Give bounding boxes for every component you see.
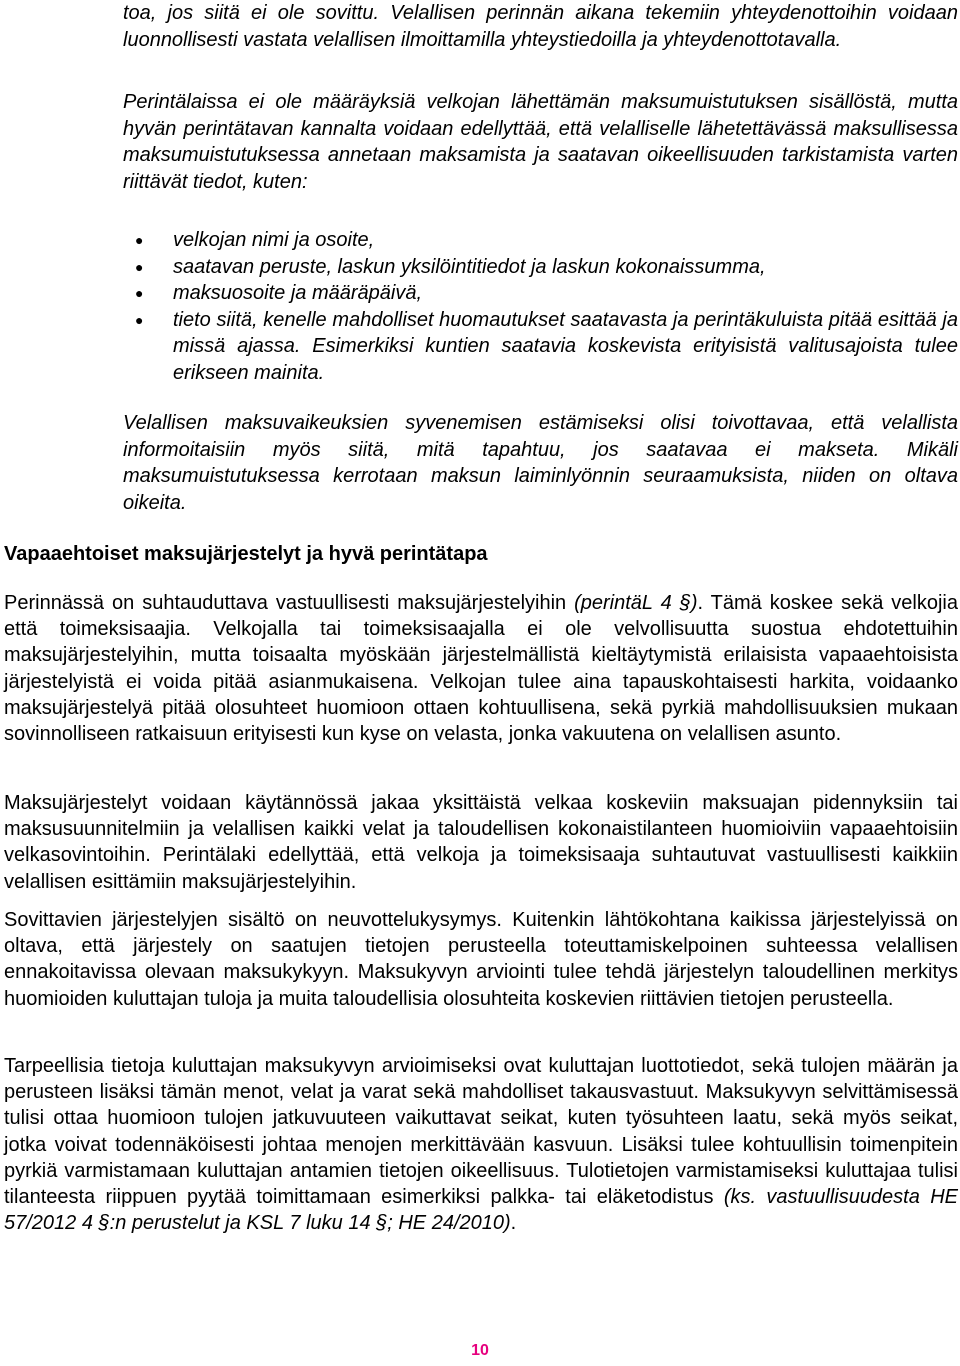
list-item-text: velkojan nimi ja osoite, xyxy=(173,229,375,251)
intro-paragraph-top: toa, jos siitä ei ole sovittu. Velallisen perinnän aikana tekemiin yhteydenottoihin voidaan luonnollisesti vastata velallisen ilmoittamilla yhteystiedoilla ja yhteydenottotavalla. xyxy=(123,2,958,51)
paragraph-negotiation: Sovittavien järjestelyjen sisältö on neuvottelukysymys. Kuitenkin lähtökohtana kaikissa järjestelyissä on oltava, että järjestely on saatujen tietojen perusteella toteuttamiskelpoinen suhteessa velallisen ennakoitavissa olevaan maksukykyyn. Maksukyvyn arviointi tulee tehdä järjestelyn taloudellinen merkitys huomioiden kuluttajan tuloja ja muita taloudellisia olosuhteita koskevien riittävien tietojen perusteella. xyxy=(4,909,958,1010)
bullet-icon: ● xyxy=(135,232,144,248)
intro-paragraph-reminder: Perintälaissa ei ole määräyksiä velkojan lähettämän maksumuistutuksen sisällöstä, mutta hyvän perintätavan kannalta voidaan edellyttää, että velalliselle lähetettävässä maksullisessa maksumuistutuksessa annetaan maksamista ja saatavan oikeellisuuden tarkistamista varten riittävät tiedot, kuten: xyxy=(123,91,958,193)
bullet-icon: ● xyxy=(135,285,144,301)
bullet-icon: ● xyxy=(135,311,144,328)
list-item xyxy=(123,307,958,387)
text-run: . xyxy=(510,1212,517,1235)
list-item xyxy=(123,280,958,307)
law-reference: (perintäL 4 §) xyxy=(574,592,698,614)
list-item-text: saatavan peruste, laskun yksilöintitiedot ja laskun kokonaissumma, xyxy=(173,255,766,278)
list-item-text: tieto siitä, kenelle mahdolliset huomautukset saatavasta ja perintäkuluista pitää esittää ja missä ajassa. Esimerkiksi kuntien saatavia koskevista erityisistä valitusajoista tulee erikseen mainita. xyxy=(173,308,958,384)
reminder-info-list xyxy=(123,227,958,386)
section-heading: Vapaaehtoiset maksujärjestelyt ja hyvä perintätapa xyxy=(4,543,488,565)
list-item xyxy=(123,254,958,281)
list-item xyxy=(123,227,958,254)
law-reference: (ks. vastuullisuudesta HE 57/2012 4 §:n perustelut ja KSL 7 luku 14 §; HE 24/2010) xyxy=(4,1186,959,1235)
text-run: . Tämä koskee sekä velkojia että toimeksisaajia. Velkojalla tai toimeksisaajalla ei ole velvollisuutta suostua ehdotettuihin maksujärjestelyihin, mutta toisaalta myöskään järjestelmällistä kieltäytymistä erilaisista vapaaehtoisista järjestelyistä ei voida pitää asianmukaisena. Velkojan tulee aina tapauskohtaisesti harkita, voidaanko maksujärjestelyä pitää olosuhteet huomioon ottaen kohtuullisena, sekä pyrkiä mahdollisuuksien mukaan sovinnolliseen ratkaisuun erityisesti kun kyse on velasta, jonka vakuutena on velallisen asunto. xyxy=(4,592,958,746)
bullet-icon: ● xyxy=(135,258,144,275)
page-number: 10 xyxy=(471,1342,489,1359)
text-run: Tarpeellisia tietoja kuluttajan maksukyvyn arvioimiseksi ovat kuluttajan luottotiedot, sekä tulojen määrän ja perusteen lisäksi tämän menot, velat ja varat sekä mahdolliset takausvastuut. Maksukyvyn selvittämisessä tulisi ottaa huomioon tulojen jatkuvuuteen vaikuttavat seikat, kuten työsuhteen laatu, sekä myös seikat, jotka voivat todennäköisesti johtaa menojen merkittävään kasvuun. Lisäksi tulee kohtuullisin toimenpitein pyrkiä varmistamaan kuluttajan antamien tietojen oikeellisuus. Tulotietojen varmistamiseksi kuluttajaa tulisi tilanteesta riippuen pyytää toimittamaan esimerkiksi palkka- tai eläketodistus xyxy=(4,1055,958,1209)
paragraph-payment-arrangements xyxy=(4,590,958,747)
intro-paragraph-consequences: Velallisen maksuvaikeuksien syvenemisen estämiseksi olisi toivottavaa, että velallista informoitaisiin myös siitä, mitä tapahtuu, jos saatavaa ei makseta. Mikäli maksumuistutuksessa kerrotaan maksun laiminlyönnin seuraamuksista, niiden on oltava oikeita. xyxy=(123,412,958,514)
text-run: Perinnässä on suhtauduttava vastuullisesti maksujärjestelyihin xyxy=(4,592,575,614)
list-item-text: maksuosoite ja määräpäivä, xyxy=(173,282,423,304)
paragraph-arrangement-types: Maksujärjestelyt voidaan käytännössä jakaa yksittäistä velkaa koskeviin maksuajan pidennyksiin tai maksusuunnitelmiin ja velallisen kaikki velat ja taloudellisen kokonaistilanteen huomioiviin vapaaehtoisiin velkasovintoihin. Perintälaki edellyttää, että velkoja ja toimeksisaaja suhtautuvat vastuullisesti kaikkiin velallisen esittämiin maksujärjestelyihin. xyxy=(4,792,958,893)
paragraph-ability-to-pay xyxy=(4,1053,958,1236)
